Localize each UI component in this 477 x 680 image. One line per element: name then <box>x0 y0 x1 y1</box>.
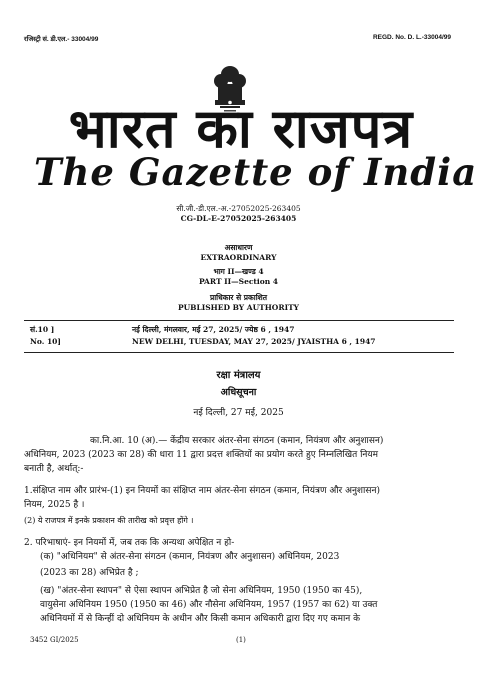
gazette-title-english: The Gazette of India <box>34 150 477 194</box>
preamble-line-1: का.नि.आ. 10 (अ).— केंद्रीय सरकार अंतर-सेना संगठन (कमान, नियंत्रण और अनुशासन) <box>90 436 384 446</box>
place-date: नई दिल्ली, 27 मई, 2025 <box>193 408 284 418</box>
cg-code-english: CG-DL-E-27052025-263405 <box>180 214 297 223</box>
issue-date-english: NEW DELHI, TUESDAY, MAY 27, 2025/ JYAISTHA 6 , 1947 <box>132 337 376 346</box>
registration-number-hindi: रजिस्ट्री सं. डी.एल.- 33004/99 <box>24 36 99 43</box>
rule-2-b-line-3: अधिनियमों में से किन्हीं दो अधिनियम के अधीन और किसी कमान अधिकारी द्वारा दिए गए कमान के <box>40 614 361 624</box>
bottom-rule <box>24 352 454 353</box>
rule-1-line-3: (2) ये राजपत्र में इनके प्रकाशन की तारीख को प्रवृत्त होंगे । <box>24 516 194 525</box>
ministry-name: रक्षा मंत्रालय <box>216 370 261 381</box>
part-hindi: भाग II—खण्ड 4 <box>213 267 264 276</box>
preamble-line-2: अधिनियम, 2023 (2023 का 28) की धारा 11 द्वारा प्रदत्त शक्तियों का प्रयोग करते हुए निम्नलिखित नियम <box>24 450 378 460</box>
rule-2-heading: 2. परिभाषाएं- इन नियमों में, जब तक कि अन्यथा अपेक्षित न हो- <box>24 538 235 548</box>
rule-2-a-line-1: (क) "अधिनियम" से अंतर-सेना संगठन (कमान, नियंत्रण और अनुशासन) अधिनियम, 2023 <box>40 552 340 562</box>
extraordinary-hindi: असाधारण <box>224 243 253 252</box>
issue-date-hindi: नई दिल्ली, मंगलवार, मई 27, 2025/ ज्येष्ठ 6 , 1947 <box>132 325 295 334</box>
gazette-title-hindi: भारत का राजपत्र <box>68 96 414 160</box>
authority-english: PUBLISHED BY AUTHORITY <box>177 303 300 312</box>
issue-number-hindi: सं.10 ] <box>30 325 55 334</box>
notification-type: अधिसूचना <box>220 387 257 398</box>
rule-2-a-line-2: (2023 का 28) अभिप्रेत है ; <box>40 568 139 578</box>
rule-2-b-line-2: वायुसेना अधिनियम 1950 (1950 का 46) और नौसेना अधिनियम, 1957 (1957 का 62) या उक्त <box>40 600 378 610</box>
rule-2-b-line-1: (ख) "अंतर-सेना स्थापन" से ऐसा स्थापन अभिप्रेत है जो सेना अधिनियम, 1950 (1950 का 45), <box>40 586 363 596</box>
registration-number-english: REGD. No. D. L.-33004/99 <box>372 34 451 41</box>
extraordinary-english: EXTRAORDINARY <box>200 253 277 262</box>
preamble-line-3: बनाती है, अर्थात्:- <box>24 464 84 474</box>
issue-number-english: No. 10] <box>30 337 61 346</box>
rule-1-line-2: नियम, 2025 है । <box>24 500 85 510</box>
cg-code-hindi: सी.जी.-डी.एल.-अ.-27052025-263405 <box>176 204 301 213</box>
authority-hindi: प्राधिकार से प्रकाशित <box>209 293 268 302</box>
part-english: PART II—Section 4 <box>198 277 279 286</box>
page-number: (1) <box>236 636 246 644</box>
rule-1-line-1: 1.संक्षिप्त नाम और प्रारंभ-(1) इन नियमों का संक्षिप्त नाम अंतर-सेना संगठन (कमान, नियंत्रण और अनुशासन) <box>24 486 380 496</box>
footer-code: 3452 GI/2025 <box>30 636 79 644</box>
top-rule <box>24 320 454 321</box>
